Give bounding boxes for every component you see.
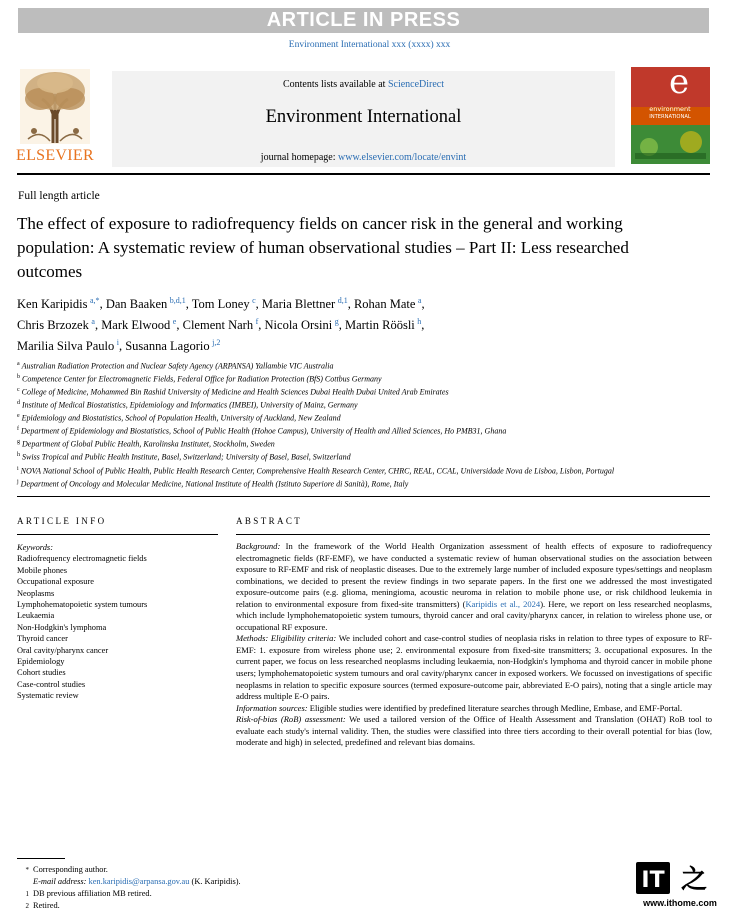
abstract-rob — [236, 714, 712, 749]
karipidis-2024-citation-link[interactable]: Karipidis et al., 2024 — [465, 598, 541, 609]
author-name: Maria Blettner — [261, 297, 336, 312]
author-name: Susanna Lagorio — [125, 339, 210, 354]
footnotes — [17, 864, 417, 912]
affiliation-item — [17, 359, 697, 372]
keyword-item: Case-control studies — [17, 679, 86, 689]
keyword-item: Cohort studies — [17, 668, 66, 678]
affiliation-text: NOVA National School of Public Health, Public Health Research Center, Comprehensive Health Research Center, CHRC, REAL, CCAL, Universidade Nova de Lisboa, Lisbon, Portugal — [20, 466, 615, 476]
background-text-2: ). Here, we report on less researched neoplasms, which include lymphohematopoietic system tumours, thyroid cancer and oral cavity/pharynx cancer, in relation to wireless phone use, or occupational RF exposure. — [236, 598, 712, 632]
author-affiliation-mark[interactable]: b,d,1 — [169, 296, 186, 305]
author[interactable] — [192, 297, 256, 311]
keyword-item: Non-Hodgkin's lymphoma — [17, 622, 107, 632]
affiliation-mark: c — [17, 387, 20, 394]
author[interactable] — [17, 339, 119, 353]
corresponding-mark: * — [25, 866, 29, 874]
author-name: Martin Röösli — [344, 318, 415, 333]
author-name: Clement Narh — [182, 318, 254, 333]
author[interactable] — [17, 318, 95, 332]
author-name: Chris Brzozek — [17, 318, 89, 333]
affiliation-item — [17, 424, 697, 437]
elsevier-wordmark: ELSEVIER — [16, 147, 94, 164]
contents-prefix: Contents lists available at — [282, 79, 388, 90]
author[interactable] — [125, 339, 220, 353]
homepage-line — [112, 152, 615, 163]
ithome-watermark-url: www.ithome.com — [643, 898, 717, 908]
abstract-sources — [236, 703, 712, 715]
header-divider — [17, 173, 710, 175]
email-label: E-mail address: — [33, 877, 87, 886]
ithome-watermark-logo — [636, 860, 718, 896]
author-affiliation-mark[interactable]: a — [91, 317, 95, 327]
sources-text: Eligible studies were identified by predefined literature searches through Medline, Embase, and EMF-Portal. — [307, 702, 683, 713]
fn1-text: DB previous affiliation MB retired. — [33, 889, 152, 898]
author-affiliation-mark[interactable]: h — [417, 317, 422, 327]
keyword-item: Oral cavity/pharynx cancer — [17, 645, 109, 655]
abstract-methods — [236, 633, 712, 702]
author-name: Tom Loney — [191, 297, 250, 312]
homepage-link[interactable]: www.elsevier.com/locate/envint — [338, 152, 467, 163]
methods-label: Methods: Eligibility criteria: — [236, 633, 337, 644]
contents-line — [112, 79, 615, 90]
keywords-block — [17, 542, 217, 702]
author-list: Ken Karipidis $^{a,*}$, Dan Baaken $^{b,d,1}$, Tom Loney $^c$, Maria Blettner $^{d,1}$, Rohan Mate $^a$, Chris Brzozek $^a$, Mark Elwood $^e$, Clement Narh $^f$, Nicola Orsini $^g$, Martin Röösli $^h$, Marilia Silva Paulo $^i$, Susanna Lagorio $^{j,2}$ — [17, 296, 425, 354]
article-title: The effect of exposure to radiofrequency fields on cancer risk in the general and working population: A systematic review of human observational studies – Part II: Less researched outcomes — [17, 214, 629, 281]
author-name: Mark Elwood — [101, 318, 171, 333]
affiliation-mark: a — [17, 361, 20, 367]
author-affiliation-mark[interactable]: a,* — [90, 296, 100, 305]
svg-text:之: 之 — [680, 865, 708, 895]
author[interactable] — [265, 318, 339, 332]
footnote-email — [17, 876, 417, 888]
background-text-1: In the framework of the World Health Organization assessment of health effects of exposure to radiofrequency electromagnetic fields (RF-EMF), we have conducted a systematic review of human observational studies on the association between exposure to RF-EMF and risk of neoplastic diseases. Due to the extremely large number of included exposure types/settings and neoplasm combinations, we decided to present the review findings in two separate papers. In the first one we addressed the most investigated exposure-outcome pairs (e.g. glioma, meningioma, acoustic neuroma in relation to mobile phone use, or risk childhood leukemia in relation to environmental exposure from fixed-site transmitters) ( — [236, 541, 712, 609]
fn1-mark: 1 — [25, 890, 29, 898]
affiliation-mark: j — [17, 478, 19, 485]
article-info-rule — [17, 534, 218, 535]
author-name: Marilia Silva Paulo — [17, 339, 115, 354]
keyword-item: Thyroid cancer — [17, 634, 68, 644]
homepage-prefix: journal homepage: — [260, 152, 338, 163]
affiliation-item — [17, 437, 697, 450]
affiliation-text: Competence Center for Electromagnetic Fields, Federal Office for Radiation Protection (BfS) Cottbus Germany — [22, 374, 382, 384]
keyword-item: Systematic review — [17, 691, 79, 701]
affiliation-text: Department of Epidemiology and Biostatistics, School of Public Health (Hohoe Campus), University of Health and Allied Sciences, Ho PMB31, Ghana — [21, 426, 507, 436]
keyword-item: Neoplasms — [17, 588, 55, 598]
footnote-1 — [17, 888, 417, 900]
affiliation-text: College of Medicine, Mohammed Bin Rashid University of Medicine and Health Sciences Dubai Health Dubai United Arab Emirates — [21, 387, 449, 397]
journal-title[interactable]: Environment International — [265, 107, 462, 127]
elsevier-tree-icon — [20, 69, 90, 144]
affiliation-mark: d — [17, 400, 20, 407]
rob-label: Risk-of-bias (RoB) assessment: — [236, 714, 346, 725]
cover-title-2: INTERNATIONAL — [649, 114, 691, 120]
citation-link[interactable]: Environment International xxx (xxxx) xxx — [288, 40, 451, 50]
email-suffix: (K. Karipidis). — [189, 877, 241, 886]
author-affiliation-mark[interactable]: a — [417, 296, 422, 305]
affiliation-item — [17, 464, 697, 477]
cover-title-1: environment — [649, 105, 691, 113]
affiliation-text: Australian Radiation Protection and Nuclear Safety Agency (ARPANSA) Yallambie VIC Australia — [21, 361, 334, 371]
affiliation-mark: h — [17, 452, 20, 459]
footnote-corresponding — [17, 864, 417, 876]
svg-text:IT: IT — [641, 868, 665, 893]
keyword-item: Mobile phones — [17, 565, 68, 575]
affiliation-text: Epidemiology and Biostatistics, School of Population Health, University of Auckland, New Zealand — [21, 413, 341, 423]
keyword-list — [17, 553, 217, 701]
abstract-background — [236, 541, 712, 633]
affiliation-text: Department of Oncology and Molecular Medicine, National Institute of Health (Istituto Superiore di Sanità), Rome, Italy — [20, 479, 409, 489]
sources-label: Information sources: — [236, 702, 308, 713]
keywords-label: Keywords: — [17, 543, 53, 552]
fn2-text: Retired. — [33, 901, 60, 910]
affiliation-item — [17, 411, 697, 424]
fn2-mark: 2 — [25, 902, 29, 910]
affiliation-text: Department of Global Public Health, Karolinska Institutet, Stockholm, Sweden — [22, 440, 275, 450]
elsevier-logo[interactable] — [14, 67, 96, 167]
cover-letter: e — [668, 67, 690, 102]
affiliations-divider — [17, 496, 710, 497]
email-link[interactable]: ken.karipidis@arpansa.gov.au — [88, 877, 190, 886]
author-name: Dan Baaken — [105, 297, 168, 312]
affiliation-item — [17, 450, 697, 463]
sciencedirect-link[interactable]: ScienceDirect — [387, 79, 445, 90]
author-name: Ken Karipidis — [17, 297, 88, 312]
affiliation-mark: b — [17, 374, 20, 381]
keyword-item: Occupational exposure — [17, 577, 94, 587]
author-affiliation-mark[interactable]: j,2 — [212, 338, 221, 348]
corresponding-text: Corresponding author. — [33, 865, 108, 874]
author[interactable] — [106, 297, 186, 311]
author[interactable] — [345, 318, 421, 332]
keyword-item: Epidemiology — [17, 657, 65, 667]
affiliation-mark: f — [17, 426, 19, 433]
author[interactable] — [354, 297, 422, 311]
author-affiliation-mark[interactable]: f — [255, 317, 259, 327]
footnote-rule — [17, 858, 65, 859]
keyword-item: Lymphohematopoietic system tumours — [17, 600, 148, 610]
rob-text: We used a tailored version of the Office of Health Assessment and Translation (OHAT) RoB tool to evaluate each study's internal validity. Then, the studies were classified into three tiers according to their overall potential for bias (low, moderate and high) in selected, predefined and relevant bias domains. — [236, 714, 712, 748]
article-info-heading: ARTICLE INFO — [17, 516, 107, 526]
author[interactable] — [262, 297, 348, 311]
affiliation-item — [17, 385, 697, 398]
author[interactable] — [183, 318, 259, 332]
affiliation-text: Swiss Tropical and Public Health Institute, Basel, Switzerland; University of Basel, Basel, Switzerland — [22, 453, 351, 463]
abstract-body — [236, 541, 712, 749]
author-name: Nicola Orsini — [264, 318, 333, 333]
methods-text: We included cohort and case-control studies of neoplasia risks in relation to three types of exposure to RF-EMF: 1. exposure from wireless phone use; 2. environmental exposure from fixed-site transmitters; 3. occupational exposures. In the current paper, we focus on less researched neoplasms including leukaemia, non-Hodgkin's lymphoma and thyroid cancer in mobile phone users; lymphohematopoietic system tumours and oral cavity/pharynx cancer in exposed workers. We focussed on investigations of specific neoplasms in relation to specific exposure sources (termed exposure-outcome pair, abbreviated E-O pairs), noting that a single article may address multiple E-O pairs. — [236, 633, 712, 702]
author-affiliation-mark[interactable]: i — [116, 338, 119, 348]
affiliation-mark: e — [17, 413, 20, 420]
author-affiliation-mark[interactable]: e — [172, 317, 177, 327]
author[interactable] — [101, 318, 176, 332]
footnote-2 — [17, 900, 417, 912]
abstract-heading: ABSTRACT — [236, 516, 303, 526]
affiliation-mark: g — [17, 439, 20, 446]
journal-cover-thumbnail[interactable] — [631, 67, 710, 164]
affiliation-item — [17, 477, 697, 490]
keyword-item: Radiofrequency electromagnetic fields — [17, 554, 147, 564]
author-affiliation-mark[interactable]: d,1 — [337, 296, 348, 305]
article-in-press-banner: ARTICLE IN PRESS — [18, 8, 709, 33]
affiliation-text: Institute of Medical Biostatistics, Epidemiology and Informatics (IMBEI), University of Mainz, Germany — [22, 400, 358, 410]
affiliation-item — [17, 398, 697, 411]
article-type: Full length article — [18, 190, 100, 202]
abstract-rule — [236, 534, 710, 535]
journal-header-box — [112, 71, 615, 167]
affiliation-item — [17, 372, 697, 385]
background-label: Background: — [236, 541, 281, 551]
author-name: Rohan Mate — [353, 297, 416, 312]
affiliation-mark: i — [17, 465, 19, 472]
author-affiliation-mark[interactable]: g — [334, 317, 339, 327]
journal-masthead — [14, 67, 710, 167]
author[interactable] — [17, 297, 100, 311]
keyword-item: Leukaemia — [17, 611, 55, 621]
affiliation-list — [17, 359, 697, 490]
author-affiliation-mark[interactable]: c — [252, 296, 256, 305]
